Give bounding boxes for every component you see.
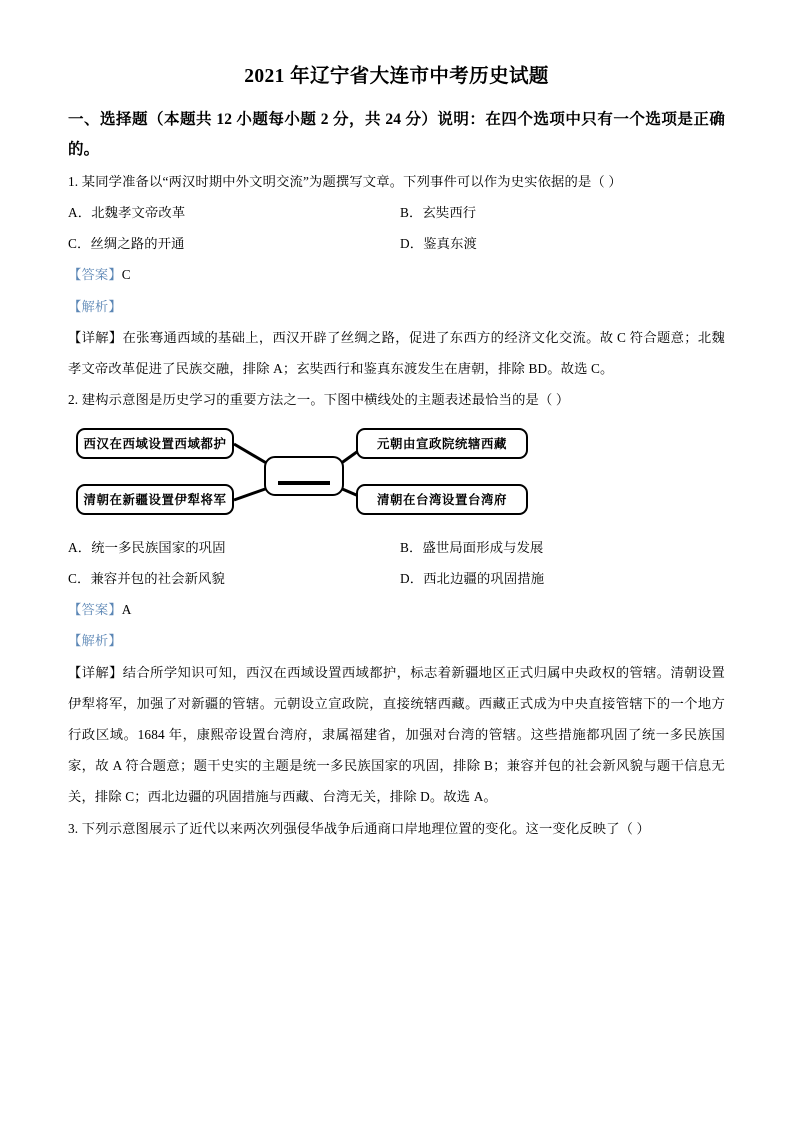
question-2-option-a[interactable]: A．统一多民族国家的巩固 bbox=[68, 539, 226, 555]
question-1-analysis-line bbox=[68, 291, 725, 322]
question-2-stem bbox=[68, 384, 725, 415]
question-2-analysis-line bbox=[68, 625, 725, 656]
question-2-options-row-2 bbox=[68, 563, 725, 594]
detail-tag: 【详解】 bbox=[68, 664, 123, 680]
question-3-stem bbox=[68, 813, 725, 844]
diagram-box-center-blank bbox=[264, 456, 344, 496]
question-2-options-row-1 bbox=[68, 532, 725, 563]
question-3-text: 下列示意图展示了近代以来两次列强侵华战争后通商口岸地理位置的变化。这一变化反映了（ ） bbox=[81, 820, 651, 836]
question-1-answer-line bbox=[68, 259, 725, 290]
question-2-detail-text: 结合所学知识可知，西汉在西域设置西域都护，标志着新疆地区正式归属中央政权的管辖。清朝设置伊犁将军，加强了对新疆的管辖。元朝设立宣政院，直接统辖西藏。西藏正式成为中央直接管辖下的一个地方行政区域。1684 年，康熙帝设置台湾府，隶属福建省，加强对台湾的管辖。这些措施都巩固了统一多民族国家，故 A 符合题意；题干史实的主题是统一多民族国家的巩固，排除 B；兼容并包的社会新风貌与题干信息无关，排除 C；西北边疆的巩固措施与西藏、台湾无关，排除 D。故选 A。 bbox=[68, 664, 725, 805]
analysis-tag: 【解析】 bbox=[68, 298, 122, 314]
question-1-options-row-2 bbox=[68, 228, 725, 259]
analysis-tag: 【解析】 bbox=[68, 633, 122, 649]
page-title: 2021 年辽宁省大连市中考历史试题 bbox=[244, 66, 549, 87]
diagram-box-bottom-right: 清朝在台湾设置台湾府 bbox=[356, 484, 528, 515]
question-2-option-d[interactable]: D．西北边疆的巩固措施 bbox=[400, 570, 545, 586]
question-1-stem bbox=[68, 166, 725, 197]
detail-tag: 【详解】 bbox=[68, 329, 123, 345]
question-2-concept-diagram bbox=[68, 422, 725, 530]
question-1-detail bbox=[68, 322, 725, 384]
question-1-option-b[interactable]: B．玄奘西行 bbox=[400, 204, 477, 220]
question-2-option-b[interactable]: B．盛世局面形成与发展 bbox=[400, 539, 544, 555]
question-3-number: 3. bbox=[68, 820, 79, 836]
question-1-detail-text: 在张骞通西域的基础上，西汉开辟了丝绸之路，促进了东西方的经济文化交流。故 C 符合题意；北魏孝文帝改革促进了民族交融，排除 A；玄奘西行和鉴真东渡发生在唐朝，排除 BD。故选 C。 bbox=[68, 329, 725, 377]
question-2-answer-line bbox=[68, 594, 725, 625]
question-1-number: 1. bbox=[68, 173, 79, 189]
question-1-option-c[interactable]: C．丝绸之路的开通 bbox=[68, 236, 185, 252]
answer-tag: 【答案】 bbox=[68, 602, 122, 618]
question-2-answer-value: A bbox=[121, 602, 132, 618]
diagram-box-top-left: 西汉在西域设置西域都护 bbox=[76, 428, 234, 459]
section-heading: 一、选择题（本题共 12 小题每小题 2 分，共 24 分）说明：在四个选项中只有一个选项是正确的。 bbox=[68, 111, 725, 159]
question-1-options-row-1 bbox=[68, 197, 725, 228]
blank-answer-line bbox=[278, 481, 330, 485]
question-1-answer-value: C bbox=[121, 267, 131, 283]
question-2-number: 2. bbox=[68, 392, 79, 408]
question-1-option-d[interactable]: D．鉴真东渡 bbox=[400, 236, 477, 252]
answer-tag: 【答案】 bbox=[68, 267, 122, 283]
question-2-option-c[interactable]: C．兼容并包的社会新风貌 bbox=[68, 570, 225, 586]
question-1-text: 某同学准备以“两汉时期中外文明交流”为题撰写文章。下列事件可以作为史实依据的是（ ） bbox=[81, 173, 622, 189]
diagram-box-bottom-left: 清朝在新疆设置伊犁将军 bbox=[76, 484, 234, 515]
question-2-text: 建构示意图是历史学习的重要方法之一。下图中横线处的主题表述最恰当的是（ ） bbox=[81, 392, 570, 408]
question-1-option-a[interactable]: A．北魏孝文帝改革 bbox=[68, 204, 186, 220]
question-2-detail bbox=[68, 657, 725, 813]
diagram-box-top-right: 元朝由宣政院统辖西藏 bbox=[356, 428, 528, 459]
